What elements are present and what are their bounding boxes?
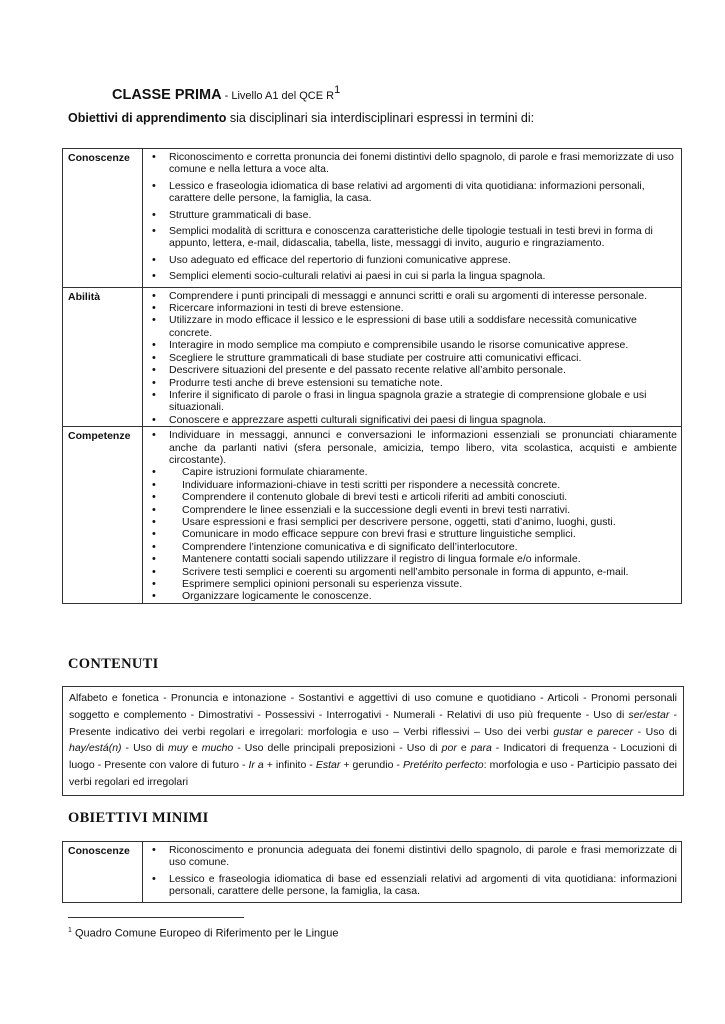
list-item-text: Comprendere l’intenzione comunicativa e di significato dell’interlocutore. bbox=[182, 540, 518, 553]
row-minimi-conoscenze bbox=[63, 842, 682, 903]
contenuti-term: mucho bbox=[201, 742, 234, 755]
list-item-text: Usare espressioni e frasi semplici per descrivere persone, oggetti, stati d’animo, luoghi, gusti. bbox=[182, 515, 616, 528]
list-item bbox=[143, 553, 677, 565]
contenuti-text: - Indicatori di frequenza - Locuzioni di luogo - Presente con valore di futuro - bbox=[69, 742, 677, 772]
bullet-icon: • bbox=[152, 351, 156, 364]
objectives-table bbox=[62, 148, 682, 604]
page-title bbox=[112, 84, 340, 103]
list-item-text: Comunicare in modo efficace seppure con brevi frasi e strutture linguistiche semplici. bbox=[182, 528, 576, 541]
bullet-icon: • bbox=[152, 208, 156, 221]
list-item-text: Comprendere il contenuto globale di brevi testi e articoli riferiti ad ambiti conosciuti. bbox=[182, 491, 568, 504]
contenuti-term: parecer bbox=[597, 725, 634, 738]
list-item bbox=[143, 270, 677, 282]
bullet-icon: • bbox=[152, 179, 156, 192]
list-item-text: Inferire il significato di parole o frasi in lingua spagnola grazie a strategie di comprensione globale e usi situazionali. bbox=[169, 388, 647, 414]
bullet-icon: • bbox=[152, 339, 156, 352]
bullet-icon: • bbox=[152, 872, 156, 885]
label-conoscenze: Conoscenze bbox=[63, 149, 143, 288]
list-item-text: Conoscere e apprezzare aspetti culturali significativi dei paesi di lingua spagnola. bbox=[169, 413, 547, 426]
row-abilita bbox=[63, 287, 682, 426]
bullet-icon: • bbox=[152, 151, 156, 163]
contenuti-term: Estar bbox=[315, 759, 341, 772]
list-item bbox=[143, 466, 677, 478]
contenuti-box bbox=[62, 686, 684, 796]
bullet-icon: • bbox=[152, 528, 156, 541]
objectives-intro-bold: Obiettivi di apprendimento bbox=[68, 111, 227, 125]
bullet-icon: • bbox=[152, 466, 156, 479]
list-conoscenze bbox=[143, 149, 681, 283]
bullet-icon: • bbox=[152, 478, 156, 491]
contenuti-text: : morfologia e uso - Participio passato dei verbi regolari ed irregolari bbox=[69, 759, 677, 788]
list-item bbox=[143, 504, 677, 516]
bullet-icon: • bbox=[152, 388, 156, 401]
title-main: CLASSE PRIMA bbox=[112, 86, 222, 103]
list-item-text: Individuare in messaggi, annunci e conversazioni le informazioni essenziali se pronunciati chiaramente anche da parlanti nativi (sfera personale, amicizia, tempo libero, vita scolastica, acquisti e ambiente circostante). bbox=[169, 429, 677, 466]
list-item bbox=[143, 180, 677, 205]
minimi-table bbox=[62, 841, 682, 903]
list-item bbox=[143, 541, 677, 553]
list-item bbox=[143, 364, 677, 376]
list-item-text: Capire istruzioni formulate chiaramente. bbox=[182, 466, 368, 479]
footnote bbox=[68, 927, 339, 940]
bullet-icon: • bbox=[152, 515, 156, 528]
list-item bbox=[143, 873, 677, 898]
bullet-icon: • bbox=[152, 590, 156, 603]
contenuti-text: e bbox=[187, 742, 202, 755]
list-item bbox=[143, 290, 677, 302]
list-item-text: Semplici modalità di scrittura e conoscenza caratteristiche delle tipologie testuali in testi brevi in forma di appunto, lettera, e-mail, didascalia, tabella, liste, messaggi di invito, augurio e ringraziamento. bbox=[169, 225, 653, 250]
list-item bbox=[143, 844, 677, 869]
contenuti-term: por bbox=[441, 742, 457, 755]
list-item bbox=[143, 389, 677, 414]
bullet-icon: • bbox=[152, 503, 156, 516]
footnote-divider bbox=[68, 917, 244, 918]
footnote-number: 1 bbox=[68, 927, 72, 934]
contenuti-text: e bbox=[456, 742, 471, 755]
list-item bbox=[143, 566, 677, 578]
label-minimi-conoscenze: Conoscenze bbox=[63, 842, 143, 903]
contenuti-text: Alfabeto e fonetica - Pronuncia e intonazione - Sostantivi e aggettivi di uso comune e quotidiano - Articoli - Pronomi personali soggetto e complemento - Dimostrativi - Possessivi - Interrogativi - Numerali - Relativi di uso più frequente - Uso di bbox=[69, 692, 677, 721]
contenuti-text: e bbox=[582, 725, 598, 738]
bullet-icon: • bbox=[152, 491, 156, 504]
bullet-icon: • bbox=[152, 844, 156, 856]
list-item-text: Descrivere situazioni del presente e del passato recente relative all’ambito personale. bbox=[169, 364, 566, 377]
list-competenze bbox=[143, 427, 681, 603]
bullet-icon: • bbox=[152, 364, 156, 377]
row-competenze bbox=[63, 427, 682, 604]
label-competenze: Competenze bbox=[63, 427, 143, 604]
bullet-icon: • bbox=[152, 429, 156, 442]
bullet-icon: • bbox=[152, 553, 156, 566]
list-item-text: Utilizzare in modo efficace il lessico e le espressioni di base utili a soddisfare necessità comunicative concrete. bbox=[169, 314, 637, 339]
contenuti-text: + gerundio - bbox=[340, 759, 403, 772]
list-item bbox=[143, 578, 677, 590]
list-item bbox=[143, 479, 677, 491]
bullet-icon: • bbox=[152, 314, 156, 327]
contenuti-heading: CONTENUTI bbox=[68, 656, 159, 672]
contenuti-text: + infinito - bbox=[263, 759, 316, 772]
list-item bbox=[143, 590, 677, 602]
bullet-icon: • bbox=[152, 565, 156, 578]
minimi-heading: OBIETTIVI MINIMI bbox=[68, 810, 209, 826]
contenuti-text: - Uso di bbox=[121, 742, 168, 755]
contenuti-term: gustar bbox=[553, 725, 583, 738]
list-item bbox=[143, 429, 677, 466]
list-item-text: Comprendere le linee essenziali e la successione degli eventi in brevi testi narrativi. bbox=[182, 503, 571, 516]
list-item-text: Riconoscimento e pronuncia adeguata dei fonemi distintivi dello spagnolo, di parole e frasi memorizzate di uso comune. bbox=[169, 844, 677, 869]
bullet-icon: • bbox=[152, 376, 156, 389]
list-item-text: Produrre testi anche di breve estensioni su tematiche note. bbox=[169, 376, 443, 389]
bullet-icon: • bbox=[152, 578, 156, 590]
list-item bbox=[143, 209, 677, 221]
bullet-icon: • bbox=[152, 225, 156, 238]
list-item-text: Ricercare informazioni in testi di breve estensione. bbox=[169, 302, 404, 315]
contenuti-term: hay/está(n) bbox=[69, 742, 122, 755]
title-sub: - Livello A1 del QCE R bbox=[221, 89, 335, 102]
contenuti-text: - Uso delle principali preposizioni - Uso di bbox=[233, 742, 442, 755]
objectives-intro-rest: sia disciplinari sia interdisciplinari espressi in termini di: bbox=[226, 111, 535, 125]
list-item bbox=[143, 414, 677, 426]
contenuti-term: Pretérito perfecto bbox=[402, 759, 484, 772]
list-item bbox=[143, 302, 677, 314]
list-minimi bbox=[143, 842, 681, 898]
list-abilita bbox=[143, 288, 681, 426]
list-item-text: Comprendere i punti principali di messaggi e annunci scritti e orali su argomenti di interesse personale. bbox=[169, 289, 647, 302]
list-item-text: Esprimere semplici opinioni personali su esperienza vissute. bbox=[182, 578, 463, 590]
list-item-text: Mantenere contatti sociali sapendo utilizzare il registro di lingua formale e/o informale. bbox=[182, 553, 581, 566]
contenuti-term: ser/estar bbox=[628, 708, 670, 721]
contenuti-term: Ir a bbox=[248, 759, 264, 772]
list-item bbox=[143, 377, 677, 389]
list-item-text: Uso adeguato ed efficace del repertorio di funzioni comunicative apprese. bbox=[169, 253, 511, 266]
objectives-intro bbox=[68, 111, 534, 125]
bullet-icon: • bbox=[152, 270, 156, 283]
list-item bbox=[143, 491, 677, 503]
footnote-text: Quadro Comune Europeo di Riferimento per le Lingue bbox=[71, 927, 339, 940]
bullet-icon: • bbox=[152, 540, 156, 553]
bullet-icon: • bbox=[152, 413, 156, 426]
contenuti-text: - Presente indicativo dei verbi regolari e irregolari: morfologia e uso – Verbi riflessivi – Uso dei verbi bbox=[69, 708, 677, 738]
list-item bbox=[143, 516, 677, 528]
list-item-text: Interagire in modo semplice ma compiuto e comprensibile usando le risorse comunicative apprese. bbox=[169, 339, 629, 352]
label-abilita: Abilità bbox=[63, 287, 143, 426]
list-item-text: Scrivere testi semplici e coerenti su argomenti nell’ambito personale in forma di appunto, e-mail. bbox=[182, 565, 629, 578]
list-item-text: Riconoscimento e corretta pronuncia dei fonemi distintivi dello spagnolo, di parole e frasi memorizzate di uso comune e nella lettura a voce alta. bbox=[169, 151, 674, 176]
list-item bbox=[143, 528, 677, 540]
footnote-ref[interactable]: 1 bbox=[334, 84, 341, 96]
list-item-text: Semplici elementi socio-culturali relativi ai paesi in cui si parla la lingua spagnola. bbox=[169, 270, 546, 283]
list-item bbox=[143, 151, 677, 176]
list-item-text: Organizzare logicamente le conoscenze. bbox=[182, 590, 372, 603]
list-item bbox=[143, 225, 677, 250]
contenuti-term: para bbox=[470, 742, 492, 755]
contenuti-text: - Uso di bbox=[633, 725, 678, 738]
list-item-text: Strutture grammaticali di base. bbox=[169, 208, 312, 221]
list-item bbox=[143, 339, 677, 351]
bullet-icon: • bbox=[152, 289, 156, 302]
list-item-text: Lessico e fraseologia idiomatica di base relativi ad argomenti di vita quotidiana: informazioni personali, carattere delle persone, la famiglia, la casa. bbox=[169, 179, 645, 205]
contenuti-term: muy bbox=[167, 742, 188, 755]
row-conoscenze bbox=[63, 149, 682, 288]
list-item-text: Individuare informazioni-chiave in testi scritti per rispondere a necessità concrete. bbox=[182, 478, 561, 491]
bullet-icon: • bbox=[152, 253, 156, 266]
list-item-text: Lessico e fraseologia idiomatica di base ed essenziali relativi ad argomenti di vita quotidiana: informazioni personali, carattere delle persone, la famiglia, la casa. bbox=[169, 872, 677, 898]
bullet-icon: • bbox=[152, 302, 156, 315]
list-item bbox=[143, 254, 677, 266]
list-item-text: Scegliere le strutture grammaticali di base studiate per costruire atti comunicativi efficaci. bbox=[169, 351, 582, 364]
list-item bbox=[143, 314, 677, 339]
list-item bbox=[143, 352, 677, 364]
